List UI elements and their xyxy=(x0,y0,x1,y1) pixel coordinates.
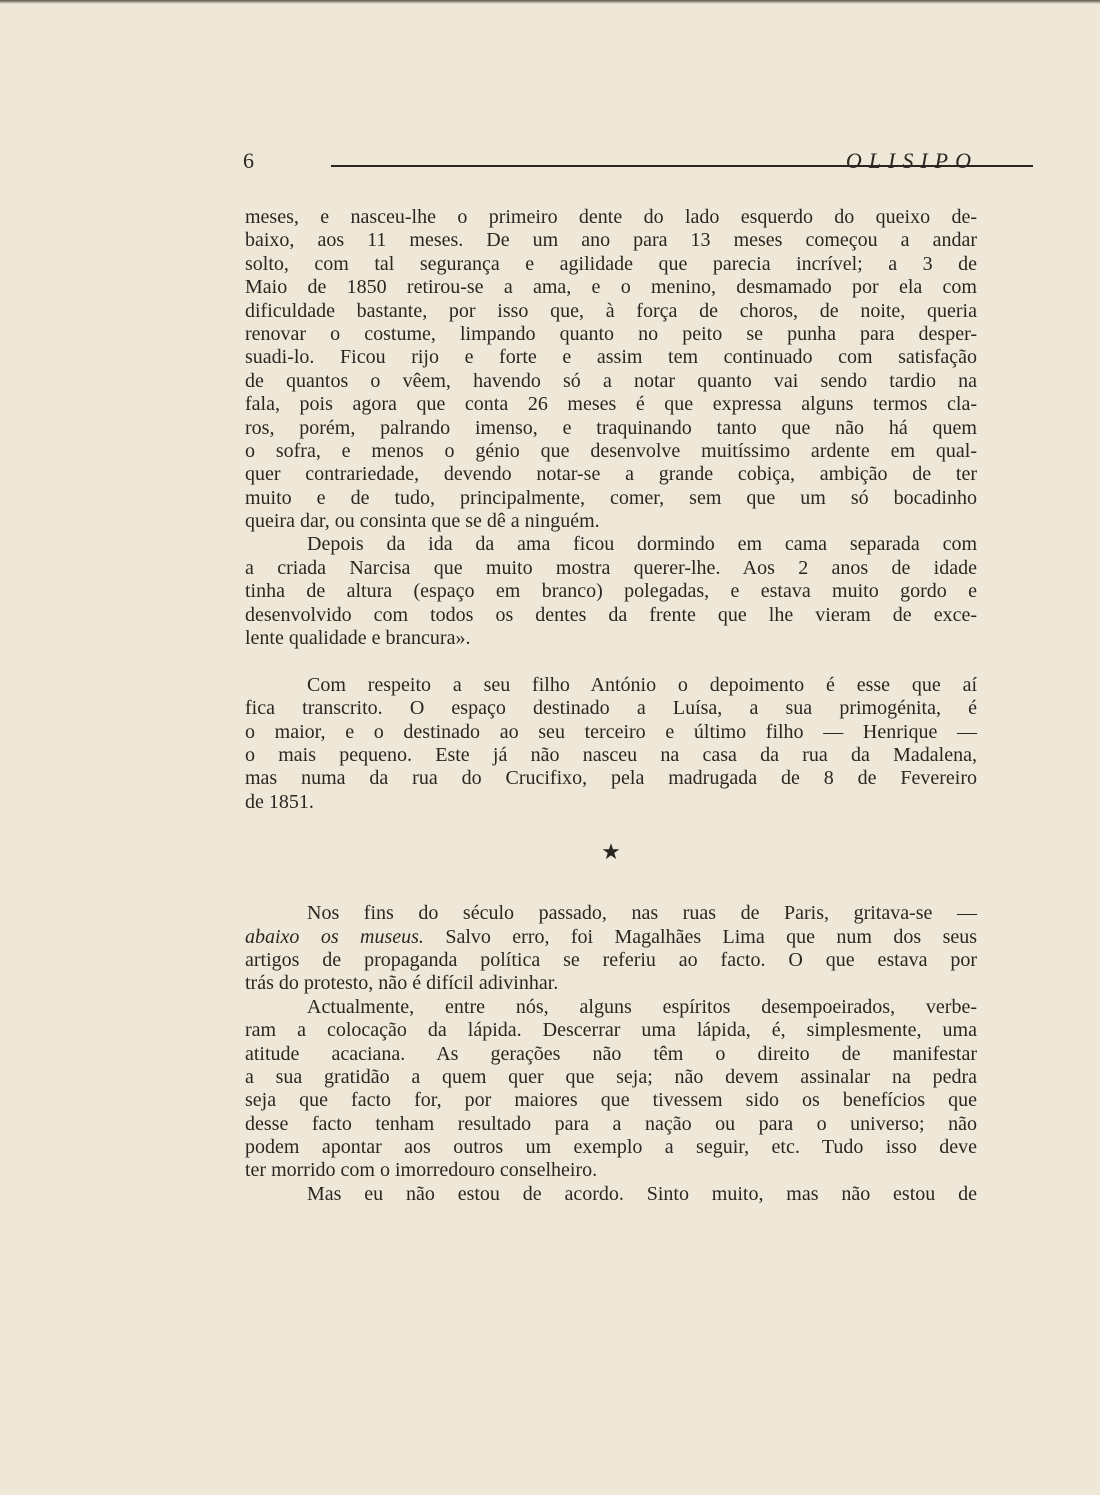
paragraph-3 xyxy=(245,674,977,814)
text-line: podem apontar aos outros um exemplo a seguir, etc. Tudo isso deve xyxy=(245,1136,977,1159)
page-body xyxy=(245,206,977,1206)
text-line: solto, com tal segurança e agilidade que parecia incrível; a 3 de xyxy=(245,252,977,275)
text-line: Depois da ida da ama ficou dormindo em cama separada com xyxy=(307,533,977,556)
text-line xyxy=(245,926,977,949)
paragraph-1 xyxy=(245,206,977,533)
text-line: Com respeito a seu filho António o depoimento é esse que aí xyxy=(307,673,977,696)
text-line: tinha de altura (espaço em branco) polegadas, e estava muito gordo e xyxy=(245,580,977,603)
text-line: o maior, e o destinado ao seu terceiro e último filho — Henrique — xyxy=(245,720,977,743)
paragraph-4 xyxy=(245,902,977,996)
text-line: meses, e nasceu-lhe o primeiro dente do lado esquerdo do queixo de- xyxy=(245,206,977,228)
text-line: ram a colocação da lápida. Descerrar uma lápida, é, simplesmente, uma xyxy=(245,1019,977,1042)
text-line: desse facto tenham resultado para a nação ou para o universo; não xyxy=(245,1112,977,1135)
running-title: OLISIPO xyxy=(845,148,978,173)
italic-phrase: abaixo os museus. xyxy=(245,925,424,948)
text-line: trás do protesto, não é difícil adivinhar. xyxy=(245,972,559,995)
text-line: atitude acaciana. As gerações não têm o direito de manifestar xyxy=(245,1042,977,1065)
text-line: artigos de propaganda política se referiu ao facto. O que estava por xyxy=(245,948,977,971)
text-line: lente qualidade e brancura». xyxy=(245,627,471,650)
running-header xyxy=(243,148,978,178)
text-line: de 1851. xyxy=(245,790,314,813)
text-line: renovar o costume, limpando quanto no peito se punha para desper- xyxy=(245,322,977,345)
text-line: o sofra, e menos o génio que desenvolve muitíssimo ardente em qual- xyxy=(245,439,977,462)
text-line: fica transcrito. O espaço destinado a Luísa, a sua primogénita, é xyxy=(245,697,977,720)
paragraph-2 xyxy=(245,533,977,650)
text-line: Actualmente, entre nós, alguns espíritos desempoeirados, verbe- xyxy=(307,995,977,1018)
paragraph-5 xyxy=(245,996,977,1183)
text-line: ros, porém, palrando imenso, e traquinando tanto que não há quem xyxy=(245,416,977,439)
paragraph-4-rest xyxy=(245,949,977,996)
text-line: a sua gratidão a quem quer que seja; não devem assinalar na pedra xyxy=(245,1065,977,1088)
text-line: o mais pequeno. Este já não nasceu na casa da rua da Madalena, xyxy=(245,743,977,766)
text-line: ter morrido com o imorredouro conselheiro. xyxy=(245,1159,598,1182)
scan-edge xyxy=(0,0,1100,4)
text-span: Salvo erro, foi Magalhães Lima que num dos seus xyxy=(423,925,978,948)
section-separator-star: ★ xyxy=(601,839,621,865)
text-line: de quantos o vêem, havendo só a notar quanto vai sendo tardio na xyxy=(245,369,977,392)
page-number: 6 xyxy=(243,148,254,173)
text-line: a criada Narcisa que muito mostra querer-lhe. Aos 2 anos de idade xyxy=(245,556,977,579)
paragraph-6 xyxy=(245,1183,977,1206)
text-line: seja que facto for, por maiores que tivessem sido os benefícios que xyxy=(245,1089,977,1112)
text-line: queira dar, ou consinta que se dê a ninguém. xyxy=(245,510,600,533)
text-line: quer contrariedade, devendo notar-se a grande cobiça, ambição de ter xyxy=(245,463,977,486)
text-line: Nos fins do século passado, nas ruas de Paris, gritava-se — xyxy=(307,902,977,925)
text-line: fala, pois agora que conta 26 meses é que expressa alguns termos cla- xyxy=(245,393,977,416)
text-line: suadi-lo. Ficou rijo e forte e assim tem continuado com satisfação xyxy=(245,346,977,369)
text-line: Maio de 1850 retirou-se a ama, e o menino, desmamado por ela com xyxy=(245,276,977,299)
paragraph-gap xyxy=(245,650,977,673)
text-line: Mas eu não estou de acordo. Sinto muito, mas não estou de xyxy=(307,1182,977,1205)
text-line: baixo, aos 11 meses. De um ano para 13 meses começou a andar xyxy=(245,229,977,252)
text-line: muito e de tudo, principalmente, comer, sem que um só bocadinho xyxy=(245,486,977,509)
text-line: desenvolvido com todos os dentes da frente que lhe vieram de exce- xyxy=(245,603,977,626)
text-line: dificuldade bastante, por isso que, à força de choros, de noite, queria xyxy=(245,299,977,322)
text-line: mas numa da rua do Crucifixo, pela madrugada de 8 de Fevereiro xyxy=(245,767,977,790)
